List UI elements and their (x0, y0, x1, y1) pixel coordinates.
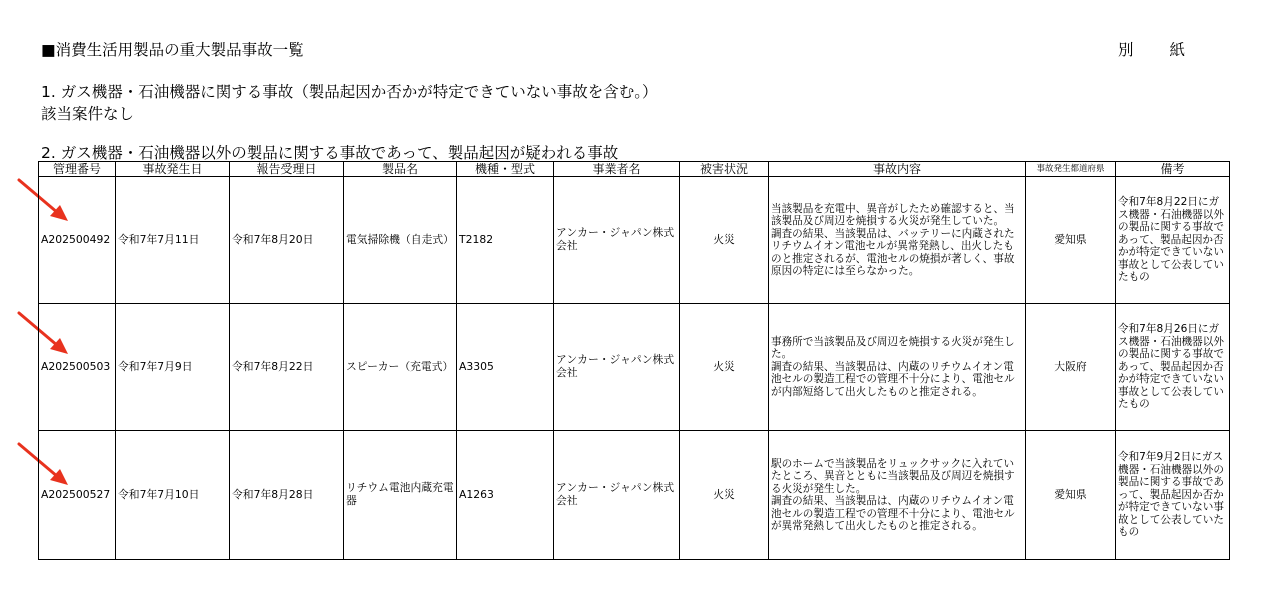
column-header: 事故内容 (769, 162, 1026, 177)
cell-prefecture: 愛知県 (1026, 431, 1116, 560)
table-row (39, 431, 1230, 560)
annex-label (1118, 38, 1185, 60)
cell-detail: 事務所で当該製品及び周辺を焼損する火災が発生した。 調査の結果、当該製品は、内蔵のリチウムイオン電池セルの製造工程での管理不十分により、電池セルが内部短絡して出火したものと推定される。 (769, 304, 1026, 431)
column-header: 事故発生都道府県 (1026, 162, 1116, 177)
table-row (39, 177, 1230, 304)
page-title: ■消費生活用製品の重大製品事故一覧 (41, 41, 304, 59)
cell-accident-date: 令和7年7月10日 (116, 431, 230, 560)
cell-report-date: 令和7年8月28日 (230, 431, 344, 560)
cell-company: アンカー・ジャパン株式会社 (554, 177, 680, 304)
cell-id: A202500492 (39, 177, 116, 304)
column-header: 被害状況 (680, 162, 769, 177)
cell-product: 電気掃除機（自走式） (344, 177, 457, 304)
column-header: 事業者名 (554, 162, 680, 177)
cell-model: A1263 (457, 431, 554, 560)
section1-heading: 1. ガス機器・石油機器に関する事故（製品起因か否かが特定できていない事故を含む。） (41, 83, 658, 101)
section1-note: 該当案件なし (41, 105, 135, 123)
column-header: 事故発生日 (116, 162, 230, 177)
cell-id: A202500503 (39, 304, 116, 431)
cell-model: T2182 (457, 177, 554, 304)
cell-company: アンカー・ジャパン株式会社 (554, 304, 680, 431)
annex-right: 紙 (1169, 41, 1186, 59)
cell-id: A202500527 (39, 431, 116, 560)
annex-left: 別 (1118, 41, 1134, 59)
table-header-row (39, 162, 1230, 177)
cell-product: スピーカー（充電式） (344, 304, 457, 431)
cell-report-date: 令和7年8月22日 (230, 304, 344, 431)
cell-accident-date: 令和7年7月9日 (116, 304, 230, 431)
table-row (39, 304, 1230, 431)
column-header: 機種・型式 (457, 162, 554, 177)
cell-report-date: 令和7年8月20日 (230, 177, 344, 304)
cell-accident-date: 令和7年7月11日 (116, 177, 230, 304)
cell-detail: 駅のホームで当該製品をリュックサックに入れていたところ、異音とともに当該製品及び周辺を焼損する火災が発生した。 調査の結果、当該製品は、内蔵のリチウムイオン電池セルの製造工程での管理不十分により、電池セルが異常発熱して出火したものと推定される。 (769, 431, 1026, 560)
cell-prefecture: 大阪府 (1026, 304, 1116, 431)
cell-note: 令和7年8月26日にガス機器・石油機器以外の製品に関する事故であって、製品起因か否かが特定できていない事故として公表していたもの (1116, 304, 1230, 431)
column-header: 報告受理日 (230, 162, 344, 177)
cell-damage: 火災 (680, 304, 769, 431)
cell-product: リチウム電池内蔵充電器 (344, 431, 457, 560)
cell-damage: 火災 (680, 177, 769, 304)
column-header: 備考 (1116, 162, 1230, 177)
cell-detail: 当該製品を充電中、異音がしたため確認すると、当該製品及び周辺を焼損する火災が発生していた。 調査の結果、当該製品は、バッテリーに内蔵されたリチウムイオン電池セルが異常発熱し、出火したものと推定されるが、電池セルの焼損が著しく、事故原因の特定には至らなかった。 (769, 177, 1026, 304)
column-header: 管理番号 (39, 162, 116, 177)
column-header: 製品名 (344, 162, 457, 177)
section2-heading: 2. ガス機器・石油機器以外の製品に関する事故であって、製品起因が疑われる事故 (41, 144, 619, 162)
incident-table (38, 161, 1230, 560)
cell-note: 令和7年9月2日にガス機器・石油機器以外の製品に関する事故であって、製品起因か否かが特定できていない事故として公表していたもの (1116, 431, 1230, 560)
cell-prefecture: 愛知県 (1026, 177, 1116, 304)
cell-note: 令和7年8月22日にガス機器・石油機器以外の製品に関する事故であって、製品起因か否かが特定できていない事故として公表していたもの (1116, 177, 1230, 304)
cell-company: アンカー・ジャパン株式会社 (554, 431, 680, 560)
cell-model: A3305 (457, 304, 554, 431)
cell-damage: 火災 (680, 431, 769, 560)
